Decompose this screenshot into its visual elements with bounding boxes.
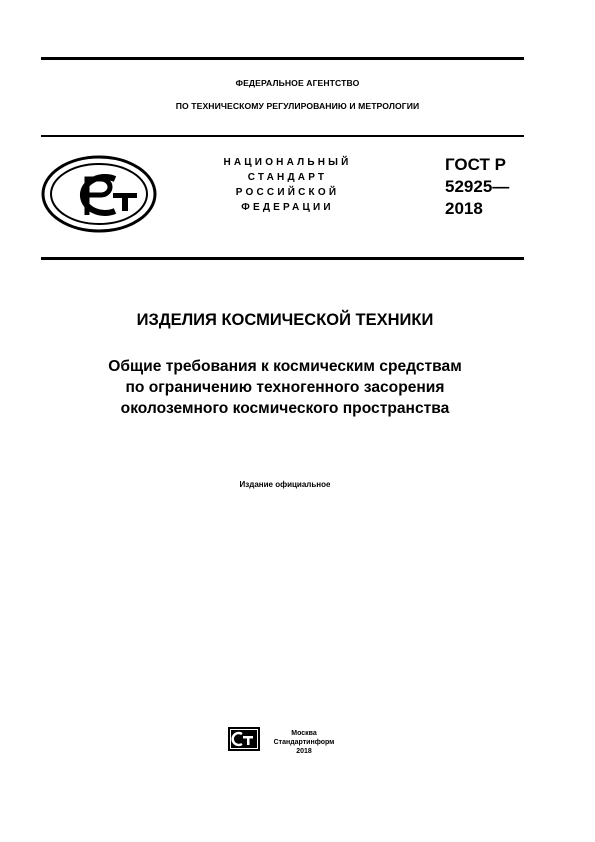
agency-line-1: ФЕДЕРАЛЬНОЕ АГЕНТСТВО xyxy=(235,78,360,88)
publisher-year: 2018 xyxy=(296,748,312,755)
subtitle-line-2: по ограничению техногенного засорения xyxy=(125,379,445,396)
publisher-city: Москва xyxy=(291,730,317,737)
designation-number: 52925— xyxy=(445,177,510,196)
standard-type-line-3: РОССИЙСКОЙ xyxy=(235,187,340,198)
rst-certification-mark-icon xyxy=(41,155,157,233)
top-rule xyxy=(41,57,524,60)
agency-line-2: ПО ТЕХНИЧЕСКОМУ РЕГУЛИРОВАНИЮ И МЕТРОЛОГИИ xyxy=(175,101,420,111)
standard-type-line-2: СТАНДАРТ xyxy=(247,172,328,183)
subtitle-line-3: околоземного космического пространства xyxy=(120,400,450,417)
standard-type-line-1: НАЦИОНАЛЬНЫЙ xyxy=(223,157,352,168)
standard-designation xyxy=(445,154,509,220)
publisher-name: Стандартинформ xyxy=(273,739,335,746)
document-subtitle xyxy=(0,356,570,419)
publisher-block xyxy=(268,729,340,756)
header-rule xyxy=(41,135,524,137)
document-title: ИЗДЕЛИЯ КОСМИЧЕСКОЙ ТЕХНИКИ xyxy=(136,311,434,329)
standard-type-line-4: ФЕДЕРАЦИИ xyxy=(241,202,334,213)
standartinform-logo-icon xyxy=(228,727,260,751)
title-block-rule xyxy=(41,257,524,260)
subtitle-line-1: Общие требования к космическим средствам xyxy=(108,358,462,375)
designation-year: 2018 xyxy=(445,199,483,218)
standard-type xyxy=(200,155,375,215)
designation-prefix: ГОСТ Р xyxy=(445,155,506,174)
edition-note: Издание официальное xyxy=(239,480,331,489)
